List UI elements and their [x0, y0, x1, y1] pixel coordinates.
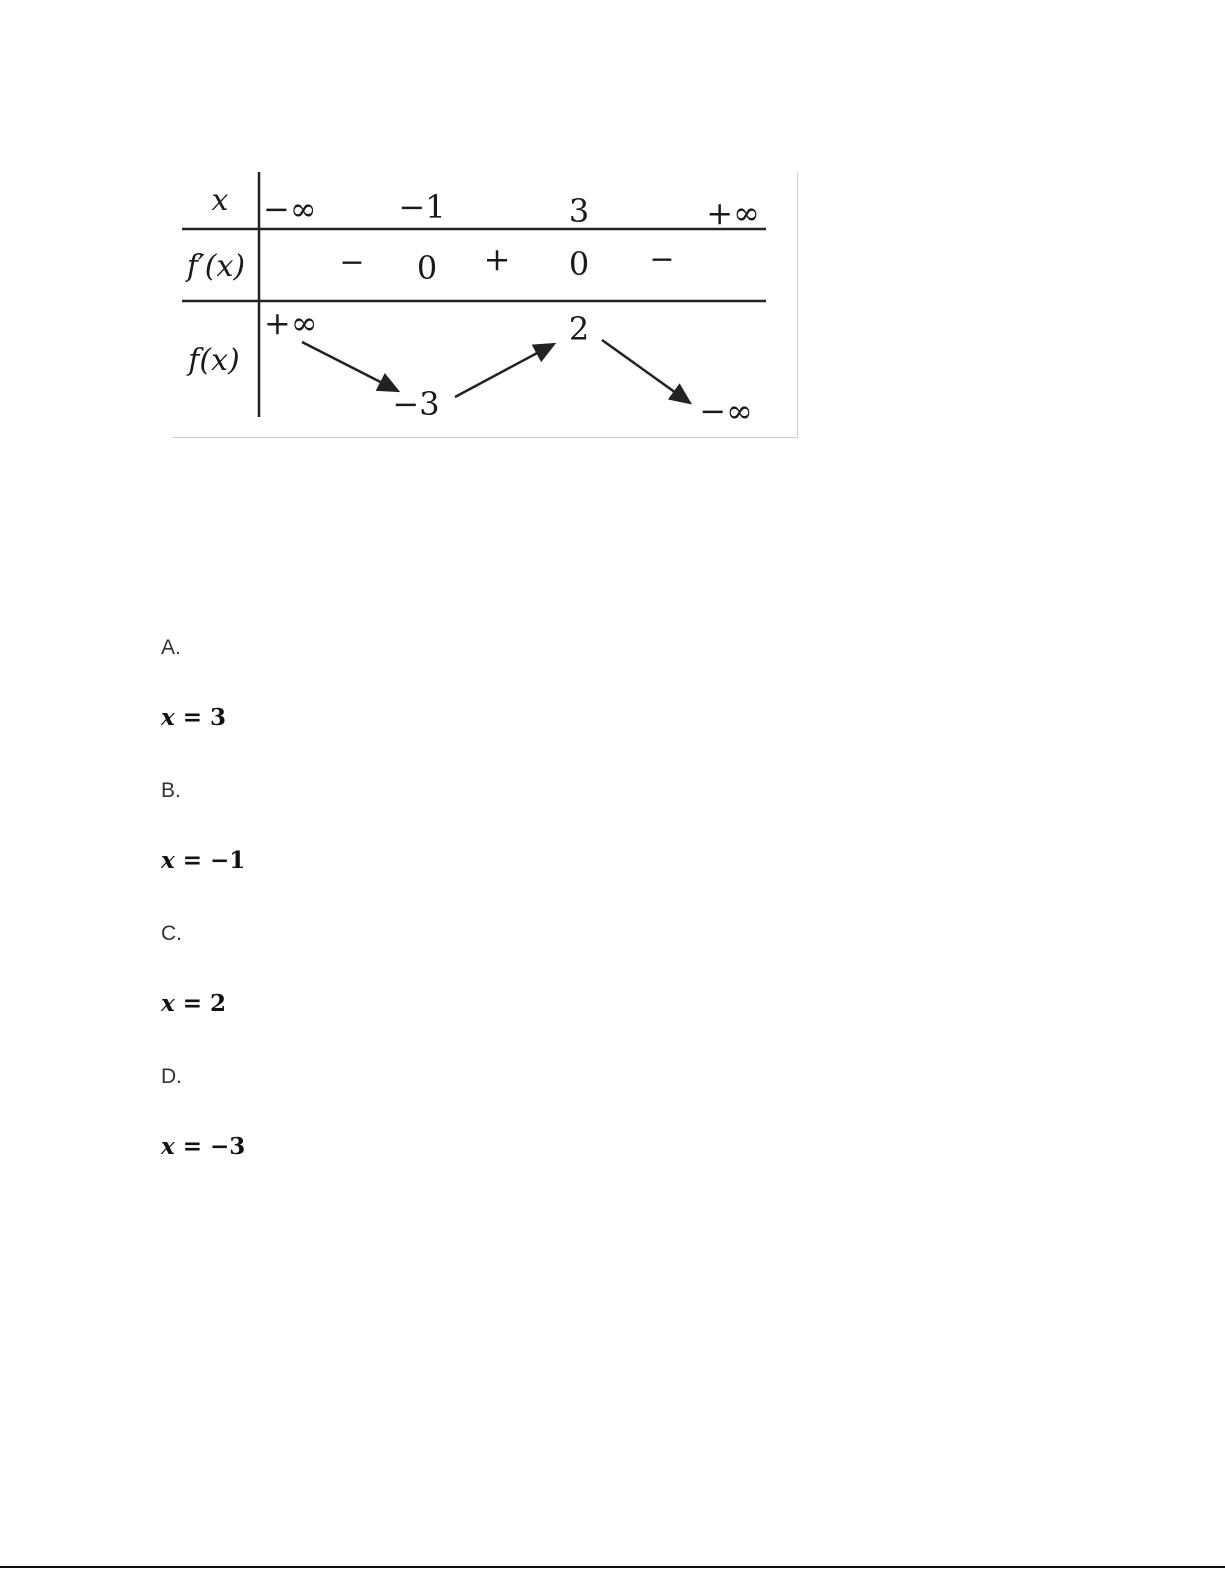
option-a-variable: x — [161, 704, 175, 731]
variation-table — [172, 172, 798, 438]
option-d-variable: x — [161, 1133, 175, 1160]
variation-table-figure — [172, 172, 798, 438]
fprime-sign: − — [649, 242, 675, 277]
page-bottom-rule — [0, 1566, 1225, 1568]
x-value: 3 — [568, 192, 590, 230]
fprime-sign: − — [339, 245, 365, 280]
option-b-value: = −1 — [182, 847, 246, 874]
x-value: −∞ — [263, 190, 317, 228]
x-value: +∞ — [706, 194, 760, 232]
fprime-sign: + — [483, 240, 511, 278]
option-b-label: B. — [161, 779, 181, 802]
fprime-sign: 0 — [568, 245, 590, 283]
option-c-answer — [161, 990, 226, 1017]
option-d-answer — [161, 1133, 245, 1160]
option-d-label: D. — [161, 1065, 182, 1088]
option-c-label: C. — [161, 922, 182, 945]
fprime-sign: 0 — [416, 249, 438, 287]
row-f-label: f(x) — [188, 343, 240, 378]
option-a-value: = 3 — [182, 704, 227, 731]
f-value: −3 — [392, 385, 440, 423]
decreasing-arrow — [602, 340, 690, 403]
f-value: +∞ — [264, 304, 318, 342]
option-a-answer — [161, 704, 226, 731]
f-value: −∞ — [699, 392, 753, 430]
option-a-label: A. — [161, 636, 181, 659]
decreasing-arrow — [302, 342, 398, 391]
f-value: 2 — [568, 310, 590, 348]
x-value: −1 — [398, 188, 446, 226]
option-b-answer — [161, 847, 245, 874]
increasing-arrow — [455, 344, 554, 397]
option-b-variable: x — [161, 847, 175, 874]
option-c-variable: x — [161, 990, 175, 1017]
option-d-value: = −3 — [182, 1133, 246, 1160]
row-fprime-label: f′(x) — [186, 249, 246, 284]
row-x-label: x — [211, 183, 229, 218]
option-c-value: = 2 — [182, 990, 227, 1017]
